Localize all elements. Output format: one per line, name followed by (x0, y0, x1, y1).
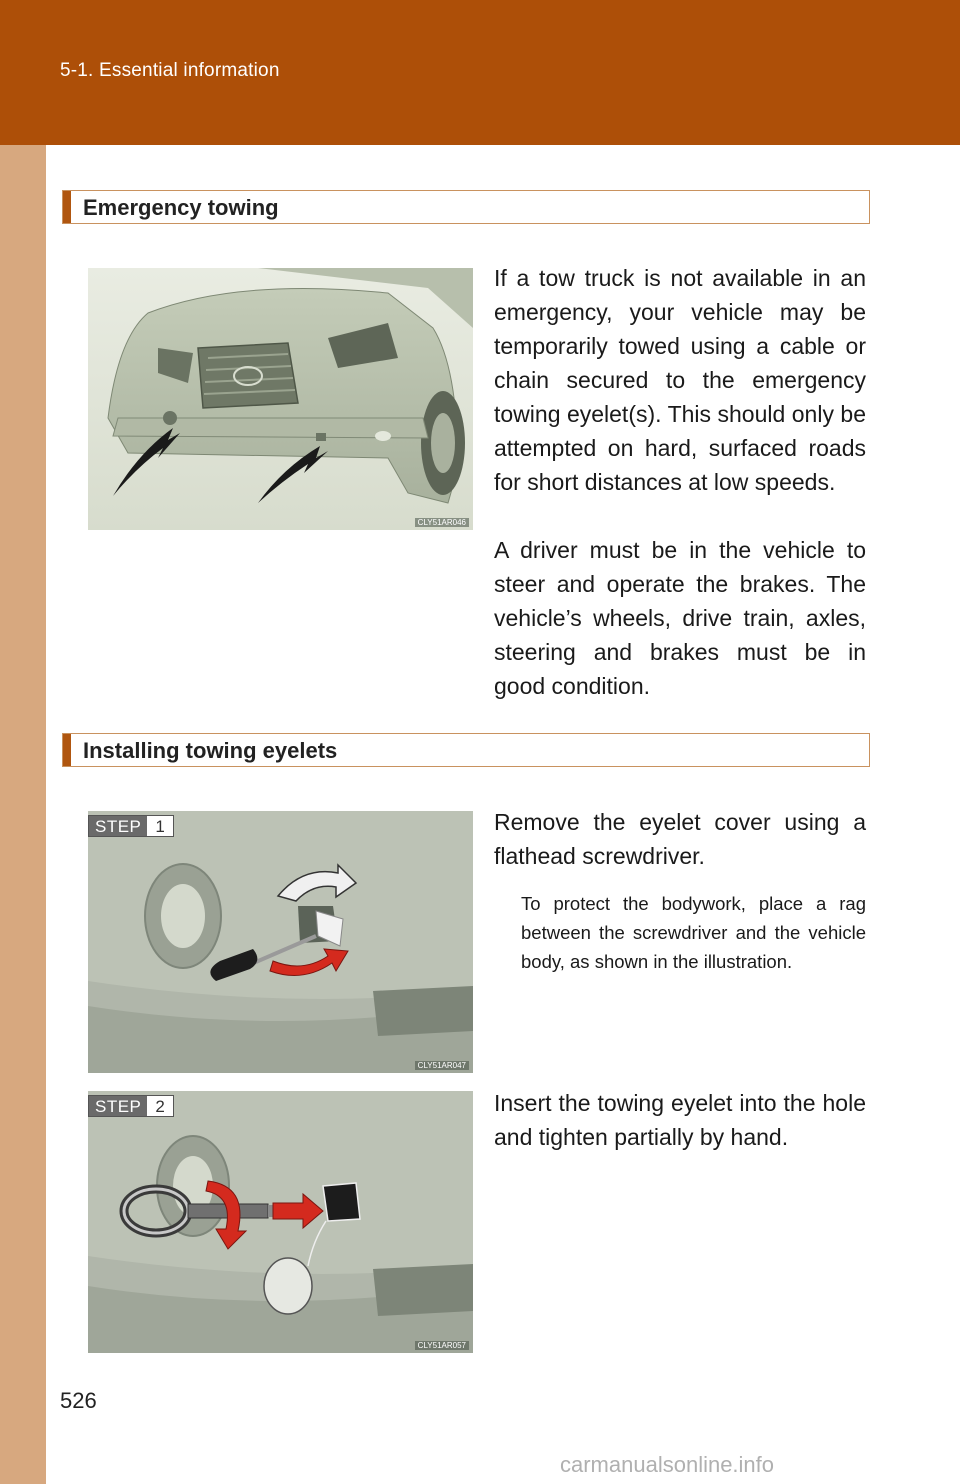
page-margin-strip (0, 145, 46, 1484)
figure-step1-remove-cover (88, 811, 473, 1073)
step2-instruction: Insert the towing eyelet into the hole and tighten partially by hand. (494, 1090, 866, 1150)
figure-code: CLY51AR047 (415, 1061, 469, 1070)
figure-code: CLY51AR057 (415, 1341, 469, 1350)
step-label: STEP (89, 816, 147, 836)
step-label: STEP (89, 1096, 147, 1116)
page-number: 526 (60, 1388, 97, 1413)
step-badge-1 (88, 815, 174, 837)
heading-text: Installing towing eyelets (83, 738, 338, 763)
watermark: carmanualsonline.info (560, 1452, 775, 1477)
figure-code: CLY51AR046 (415, 518, 469, 527)
paragraph-driver-requirements: A driver must be in the vehicle to steer and operate the brakes. The vehicle’s wheels, drive train, axles, steering and brakes must be in good condition. (494, 537, 866, 699)
paragraph-towing-intro: If a tow truck is not available in an emergency, your vehicle may be temporarily towed using a cable or chain secured to the emergency towing eyelet(s). This should only be attempted on hard, surfaced roads for short distances at low speeds. (494, 265, 866, 495)
figure-vehicle-towing-eyelets (88, 268, 473, 530)
figure-step2-insert-eyelet (88, 1091, 473, 1353)
heading-accent-bar (63, 191, 71, 223)
step-number: 2 (147, 1096, 172, 1116)
step-number: 1 (147, 816, 172, 836)
section-title: 5-1. Essential information (60, 60, 280, 81)
step1-instruction: Remove the eyelet cover using a flathead screwdriver. (494, 809, 866, 869)
heading-text: Emergency towing (83, 195, 279, 220)
section-heading-installing-eyelets (62, 733, 870, 767)
section-heading-emergency-towing (62, 190, 870, 224)
step-badge-2 (88, 1095, 174, 1117)
step1-note: To protect the bodywork, place a rag between the screwdriver and the vehicle body, as shown in the illustration. (521, 893, 866, 972)
heading-accent-bar (63, 734, 71, 766)
page-header (0, 0, 960, 145)
